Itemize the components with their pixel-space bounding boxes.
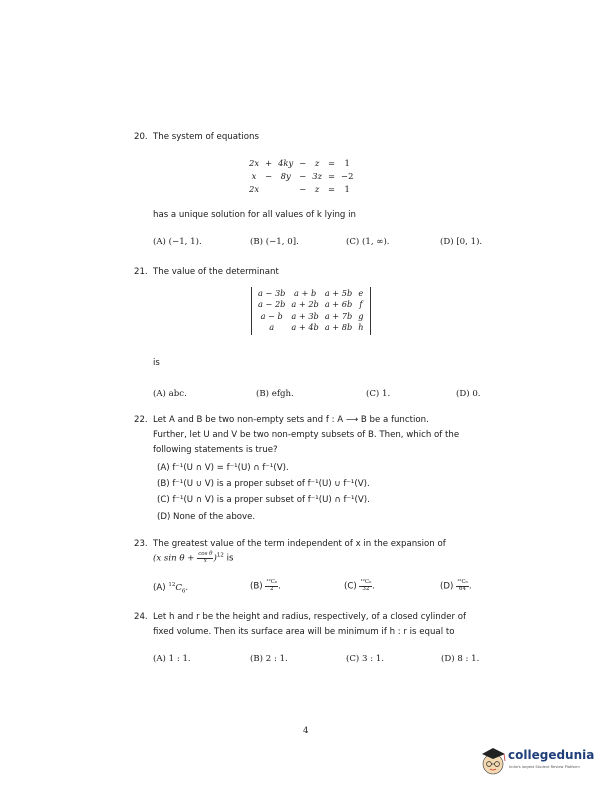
determinant-entry: a + 5b <box>324 287 353 298</box>
determinant-entry: a − 3b <box>258 287 286 298</box>
determinant-entry: a <box>269 322 275 333</box>
equation-term: − <box>299 158 307 169</box>
q24-option-c: (C) 3 : 1. <box>346 654 385 664</box>
q22-line-3: following statements is true? <box>153 445 278 455</box>
equation-term: − <box>299 184 307 195</box>
determinant-entry: f <box>359 299 363 310</box>
q21-number: 21. <box>134 267 148 277</box>
q23-option-b: (B) $\frac{\text{¹²C₆}}{2}$ . <box>250 579 281 592</box>
q24-option-d: (D) 8 : 1. <box>441 654 480 664</box>
equation-term: z <box>314 158 320 169</box>
determinant-entry: a + 6b <box>324 299 353 310</box>
equation-term: 4ky <box>278 158 294 169</box>
logo-brand: collegedunia <box>508 748 595 762</box>
determinant-entry: e <box>358 287 364 298</box>
equation-term <box>262 183 275 196</box>
equation-term: 2x <box>249 184 260 195</box>
q22-line-2: Further, let U and V be two non-empty subsets of B. Then, which of the <box>153 430 460 440</box>
equation-term: − <box>265 171 273 182</box>
q23-option-d: (D) $\frac{\text{¹²C₆}}{64}$ . <box>440 579 472 592</box>
q23-number: 23. <box>134 539 148 549</box>
determinant-row <box>255 311 367 323</box>
q22-number: 22. <box>134 415 148 425</box>
q20-condition: has a unique solution for all values of k lying in <box>153 210 356 220</box>
equation-row <box>246 170 356 183</box>
page-number: 4 <box>303 726 309 736</box>
q21-option-d: (D) 0. <box>456 389 481 399</box>
equation-row <box>246 183 356 196</box>
q22-line-1: Let A and B be two non-empty sets and f : A ⟶ B be a function. <box>153 415 429 425</box>
equation-term: 8y <box>280 171 291 182</box>
equation-term: 1 <box>344 184 350 195</box>
equation-term: = <box>328 184 336 195</box>
q21-option-b: (B) efgh. <box>256 389 294 399</box>
q20-equation-system <box>246 157 356 196</box>
q20-option-c: (C) (1, ∞). <box>346 237 390 247</box>
equation-term: − <box>299 171 307 182</box>
q23-option-c: (C) $\frac{\text{¹²C₆}}{32}$ . <box>344 579 376 592</box>
q21-determinant <box>251 287 371 335</box>
determinant-row <box>255 288 367 300</box>
q22-option-d: (D) None of the above. <box>157 512 256 522</box>
determinant-entry: a + 4b <box>291 322 319 333</box>
equation-row <box>246 157 356 170</box>
q21-option-a: (A) abc. <box>153 389 187 399</box>
equation-term: −2 <box>341 171 354 182</box>
q22-option-b: (B) f⁻¹(U ∪ V) is a proper subset of f⁻¹(U) ∪ f⁻¹(V). <box>157 479 370 489</box>
q24-line-1: Let h and r be the height and radius, respectively, of a closed cylinder of <box>153 612 467 622</box>
q24-line-2: fixed volume. Then its surface area will be minimum if h : r is equal to <box>153 627 455 637</box>
q21-text: The value of the determinant <box>153 267 279 277</box>
equation-term: = <box>328 158 336 169</box>
q20-number: 20. <box>134 132 148 142</box>
q20-option-b: (B) (−1, 0]. <box>250 237 299 247</box>
equation-term: = <box>328 171 336 182</box>
q21-option-c: (C) 1. <box>366 389 391 399</box>
determinant-entry: a − b <box>260 310 283 321</box>
equation-term: + <box>265 158 273 169</box>
q22-option-a: (A) f⁻¹(U ∩ V) = f⁻¹(U) ∩ f⁻¹(V). <box>157 463 289 473</box>
q24-option-b: (B) 2 : 1. <box>250 654 288 664</box>
q20-option-d: (D) [0, 1). <box>440 237 483 247</box>
determinant-entry: a + 7b <box>324 310 353 321</box>
equation-term: 3z <box>312 171 323 182</box>
determinant-entry: a + 3b <box>291 310 319 321</box>
equation-term: z <box>314 184 320 195</box>
determinant-entry: a + b <box>294 287 317 298</box>
equation-term: 1 <box>344 158 350 169</box>
equation-term: x <box>251 171 257 182</box>
determinant-entry: h <box>358 322 364 333</box>
equation-term <box>275 183 296 196</box>
logo-tagline: India's largest Student Review Platform <box>509 765 580 769</box>
q20-option-a: (A) (−1, 1). <box>153 237 202 247</box>
q22-option-c: (C) f⁻¹(U ∩ V) is a proper subset of f⁻¹(U) ∩ f⁻¹(V). <box>157 495 370 505</box>
q24-number: 24. <box>134 612 148 622</box>
q23-line-2: (x sin θ + $\frac{\text{cos θ}}{x}$ )$^{12}$ is <box>153 551 234 564</box>
determinant-entry: a + 2b <box>291 299 319 310</box>
q23-line-1: The greatest value of the term independent of x in the expansion of <box>153 539 446 549</box>
determinant-row <box>255 300 367 312</box>
q23-option-a: (A) $^{12}C_6$. <box>153 582 189 595</box>
determinant-entry: a − 2b <box>258 299 286 310</box>
q21-is: is <box>153 358 160 368</box>
determinant-row <box>255 323 367 335</box>
q20-text: The system of equations <box>153 132 259 142</box>
determinant-entry: a + 8b <box>324 322 353 333</box>
equation-term: 2x <box>249 158 260 169</box>
determinant-entry: g <box>358 310 364 321</box>
q24-option-a: (A) 1 : 1. <box>153 654 191 664</box>
